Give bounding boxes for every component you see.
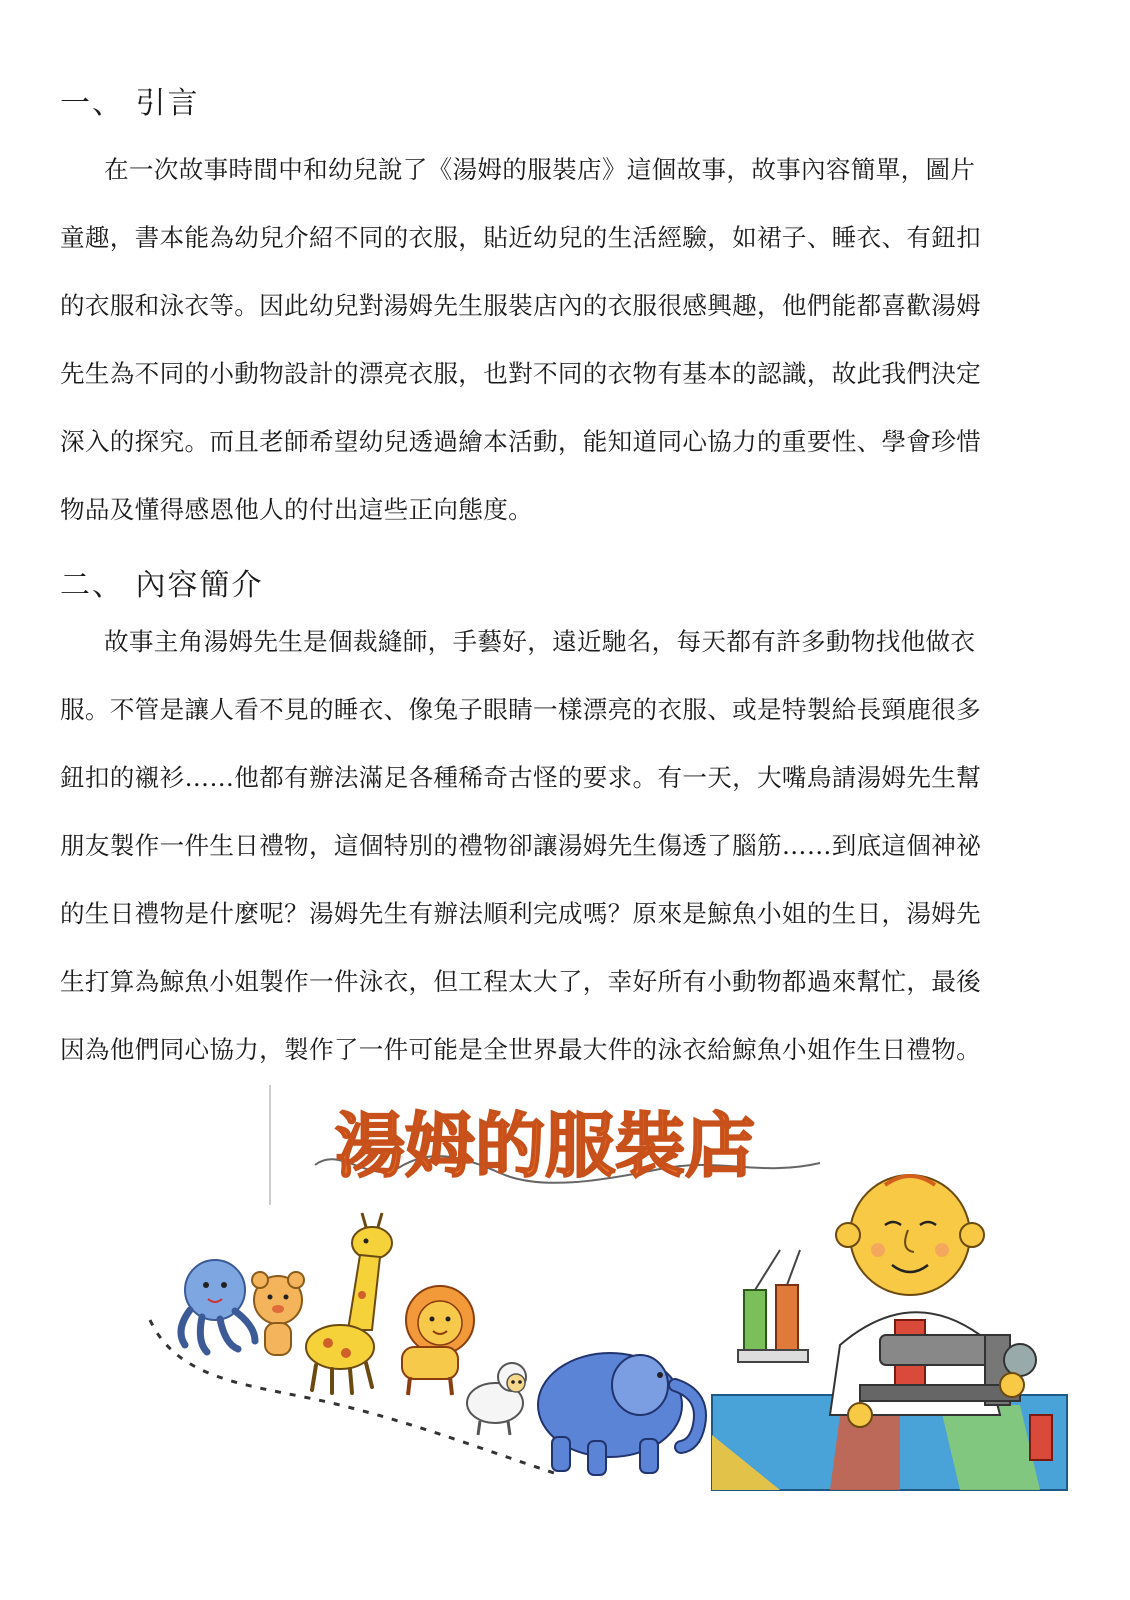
- paragraph-line: 在一次故事時間中和幼兒說了《湯姆的服裝店》這個故事，故事內容簡單，圖片: [104, 155, 976, 184]
- paragraph-line: 故事主角湯姆先生是個裁縫師，手藝好，遠近馳名，每天都有許多動物找他做衣: [104, 627, 976, 656]
- paragraph-line: 因為他們同心協力，製作了一件可能是全世界最大件的泳衣給鯨魚小姐作生日禮物。: [60, 1035, 982, 1064]
- paragraph-line: 的衣服和泳衣等。因此幼兒對湯姆先生服裝店內的衣服很感興趣，他們能都喜歡湯姆: [60, 291, 982, 320]
- paragraph-line: 朋友製作一件生日禮物，這個特別的禮物卻讓湯姆先生傷透了腦筋……到底這個神祕: [60, 831, 982, 860]
- paragraph-line: 的生日禮物是什麼呢？湯姆先生有辦法順利完成嗎？原來是鯨魚小姐的生日，湯姆先: [60, 899, 982, 928]
- sheep-icon: [467, 1363, 526, 1435]
- paragraph-line: 生打算為鯨魚小姐製作一件泳衣，但工程太大了，幸好所有小動物都過來幫忙，最後: [60, 967, 982, 996]
- giraffe-icon: [306, 1213, 392, 1393]
- paragraph-line: 鈕扣的襯衫……他都有辦法滿足各種稀奇古怪的要求。有一天，大嘴鳥請湯姆先生幫: [60, 763, 982, 792]
- lion-icon: [402, 1286, 474, 1395]
- section-heading-introduction: 一、 引言: [60, 86, 200, 121]
- book-title-art: 湯姆的服裝店: [335, 1105, 755, 1187]
- book-cover-illustration: [140, 1085, 1080, 1505]
- red-spool-icon: [1030, 1415, 1052, 1460]
- tailor-scene: [712, 1175, 1067, 1490]
- thread-spool-icon: [738, 1250, 808, 1362]
- introduction-paragraph: [60, 136, 1050, 544]
- paragraph-line: 先生為不同的小動物設計的漂亮衣服，也對不同的衣物有基本的認識，故此我們決定: [60, 359, 982, 388]
- elephant-icon: [538, 1353, 700, 1475]
- paragraph-line: 深入的探究。而且老師希望幼兒透過繪本活動，能知道同心協力的重要性、學會珍惜: [60, 427, 982, 456]
- bear-icon: [252, 1272, 304, 1355]
- paragraph-line: 童趣，書本能為幼兒介紹不同的衣服，貼近幼兒的生活經驗，如裙子、睡衣、有鈕扣: [60, 223, 982, 252]
- paragraph-line: 物品及懂得感恩他人的付出這些正向態度。: [60, 495, 533, 524]
- summary-paragraph: [60, 608, 1050, 1084]
- octopus-icon: [181, 1260, 255, 1352]
- paragraph-line: 服。不管是讓人看不見的睡衣、像兔子眼睛一樣漂亮的衣服、或是特製給長頸鹿很多: [60, 695, 982, 724]
- section-heading-summary: 二、 內容簡介: [60, 568, 264, 603]
